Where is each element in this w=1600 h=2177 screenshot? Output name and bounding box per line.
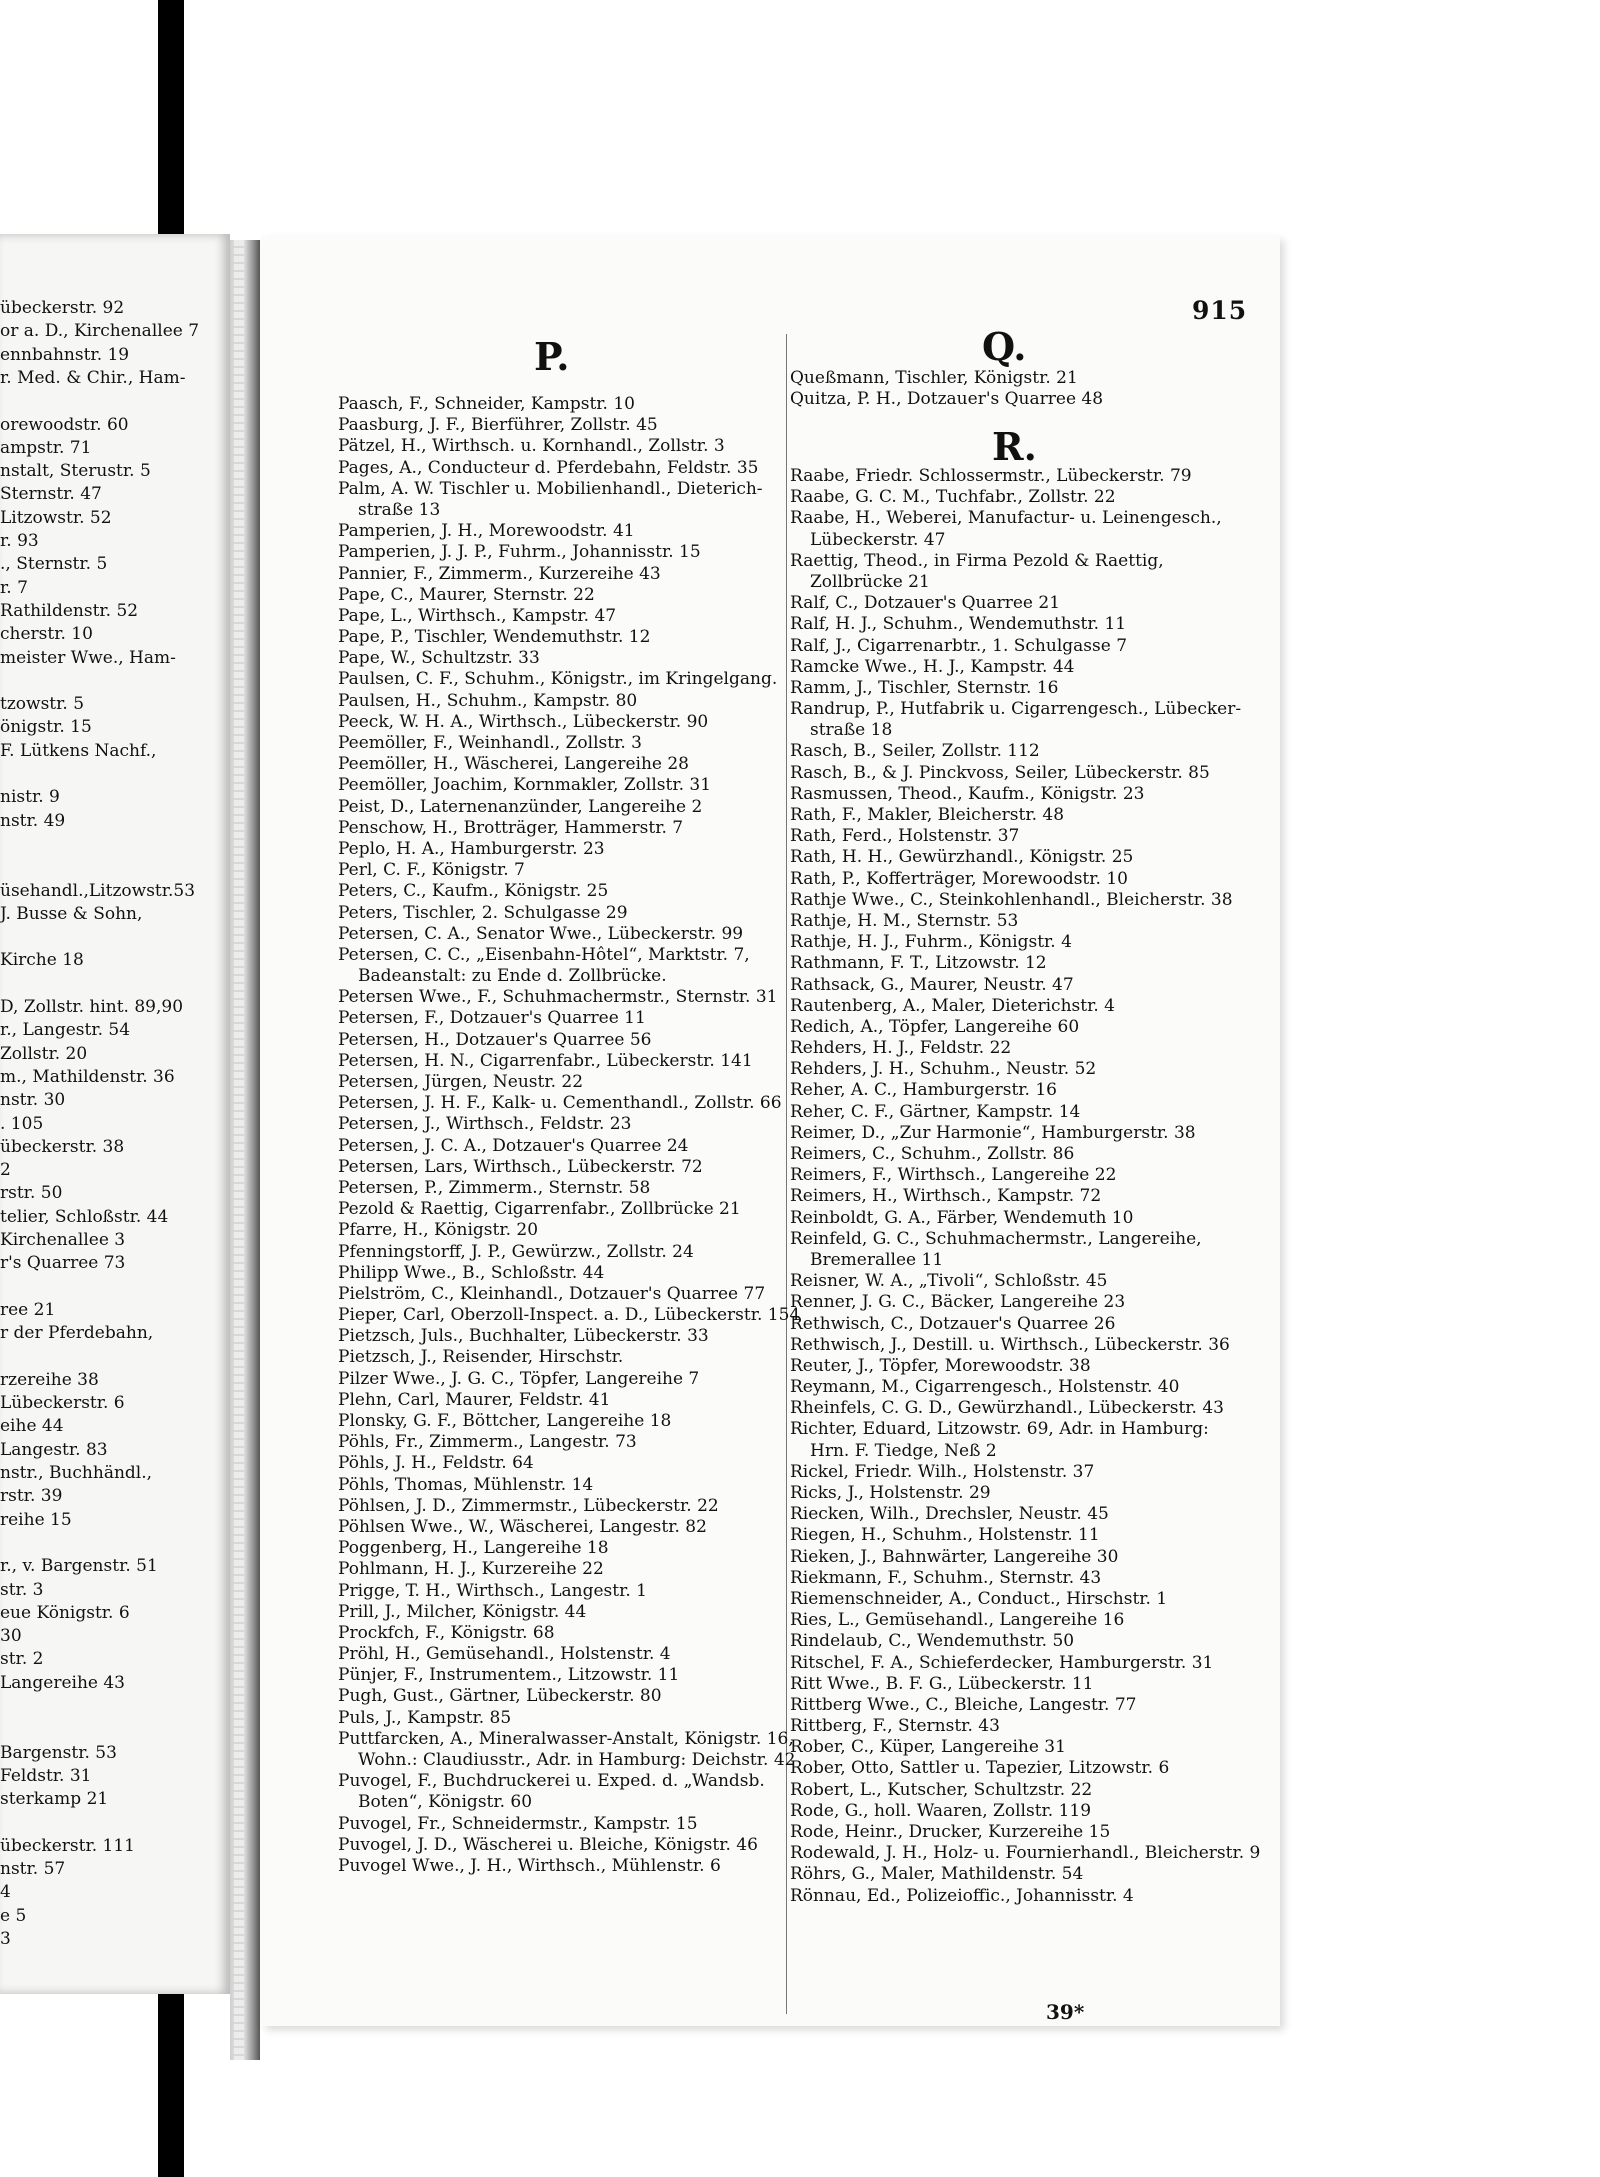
directory-entry: Rheinfels, C. G. D., Gewürzhandl., Lübeckerstr. 43 [790,1398,1224,1419]
directory-entry: Plonsky, G. F., Böttcher, Langereihe 18 [338,1411,672,1431]
directory-entry: Reymann, M., Cigarrengesch., Holstenstr. 40 [790,1377,1180,1398]
directory-entry-continuation: Hrn. F. Tiedge, Neß 2 [810,1440,997,1461]
left-page-line: nstalt, Sterustr. 5 [0,461,151,482]
directory-entry: Paulsen, H., Schuhm., Kampstr. 80 [338,690,638,711]
directory-entry: Rittberg, F., Sternstr. 43 [790,1716,1000,1737]
directory-entry: Rasch, B., & J. Pinckvoss, Seiler, Lübeckerstr. 85 [790,762,1210,783]
section-letter-q: Q. [982,324,1027,369]
directory-entry: Queßmann, Tischler, Königstr. 21 [790,368,1078,388]
directory-entry: Pamperien, J. H., Morewoodstr. 41 [338,521,635,542]
directory-entry: Pöhlsen Wwe., W., Wäscherei, Langestr. 82 [338,1516,707,1537]
directory-entry: Pugh, Gust., Gärtner, Lübeckerstr. 80 [338,1686,662,1707]
left-page-line: Zollstr. 20 [0,1043,88,1064]
left-page-line: or a. D., Kirchenallee 7 [0,321,200,342]
left-page-line: Lübeckerstr. 6 [0,1393,125,1414]
directory-entry: Plehn, Carl, Maurer, Feldstr. 41 [338,1389,611,1410]
directory-entry: Reisner, W. A., „Tivoli“, Schloßstr. 45 [790,1271,1108,1292]
directory-entry-continuation: straße 13 [358,499,441,520]
left-page-line: e 5 [0,1905,27,1926]
directory-entry: Ricks, J., Holstenstr. 29 [790,1483,991,1503]
left-page-line: Kirche 18 [0,950,84,971]
directory-entry: Rethwisch, J., Destill. u. Wirthsch., Lübeckerstr. 36 [790,1334,1230,1355]
directory-entry: Pamperien, J. J. P., Fuhrm., Johannisstr. 15 [338,542,701,563]
directory-entry: Pilzer Wwe., J. G. C., Töpfer, Langereihe 7 [338,1368,700,1389]
directory-entry: Pfenningstorff, J. P., Gewürzw., Zollstr. 24 [338,1241,694,1262]
left-page-line: meister Wwe., Ham- [0,647,176,668]
directory-entry: Pätzel, H., Wirthsch. u. Kornhandl., Zollstr. 3 [338,436,725,457]
directory-entry-continuation: Zollbrücke 21 [810,571,930,592]
directory-entry: Paasch, F., Schneider, Kampstr. 10 [338,394,635,414]
directory-entry: Pöhls, J. H., Feldstr. 64 [338,1453,534,1474]
left-page-line: r., v. Bargenstr. 51 [0,1556,158,1577]
directory-entry: Penschow, H., Brotträger, Hammerstr. 7 [338,817,684,838]
directory-entry: Rehders, J. H., Schuhm., Neustr. 52 [790,1059,1097,1080]
directory-entry: Rath, H. H., Gewürzhandl., Königstr. 25 [790,847,1134,868]
directory-entry: Pöhls, Fr., Zimmerm., Langestr. 73 [338,1432,637,1453]
left-page-fragment [0,234,230,1994]
left-page-line: F. Lütkens Nachf., [0,740,157,761]
left-page-line: rzereihe 38 [0,1369,99,1390]
directory-entry: Robert, L., Kutscher, Schultzstr. 22 [790,1779,1093,1800]
directory-entry: Rasmussen, Theod., Kaufm., Königstr. 23 [790,783,1145,804]
left-page-line: Langereihe 43 [0,1672,125,1693]
directory-entry: Rathsack, G., Maurer, Neustr. 47 [790,974,1074,995]
signature-mark: 39* [1046,2000,1085,2024]
directory-entry: Riecken, Wilh., Drechsler, Neustr. 45 [790,1504,1109,1525]
directory-entry: Pape, W., Schultzstr. 33 [338,648,540,669]
left-page-line: str. 2 [0,1649,44,1670]
column-q-entries [790,368,1103,410]
directory-entry: Paasburg, J. F., Bierführer, Zollstr. 45 [338,415,658,436]
directory-entry: Ralf, C., Dotzauer's Quarree 21 [790,593,1061,614]
directory-entry: Puvogel, F., Buchdruckerei u. Exped. d. „Wandsb. [338,1771,765,1792]
directory-entry: Rathje, H. M., Sternstr. 53 [790,910,1019,931]
section-letter-p: P. [534,334,570,379]
directory-entry: Reuter, J., Töpfer, Morewoodstr. 38 [790,1355,1091,1376]
directory-entry: Pape, C., Maurer, Sternstr. 22 [338,584,595,605]
directory-entry: Pielström, C., Kleinhandl., Dotzauer's Quarree 77 [338,1283,766,1304]
directory-entry: Raabe, G. C. M., Tuchfabr., Zollstr. 22 [790,487,1116,508]
section-letter-r: R. [992,424,1037,469]
directory-entry: Röhrs, G., Maler, Mathildenstr. 54 [790,1864,1084,1885]
directory-entry: Reimers, C., Schuhm., Zollstr. 86 [790,1144,1075,1164]
left-page-line: m., Mathildenstr. 36 [0,1066,175,1087]
directory-entry: Petersen, H., Dotzauer's Quarree 56 [338,1029,652,1050]
column-p-entries [338,394,800,1877]
left-page-line: 4 [0,1882,11,1903]
directory-entry: Pünjer, F., Instrumentem., Litzowstr. 11 [338,1665,680,1686]
directory-entry: Ries, L., Gemüsehandl., Langereihe 16 [790,1610,1125,1631]
directory-entry: Prill, J., Milcher, Königstr. 44 [338,1601,587,1622]
directory-entry: Renner, J. G. C., Bäcker, Langereihe 23 [790,1292,1126,1313]
directory-entry: Peeck, W. H. A., Wirthsch., Lübeckerstr. 90 [338,711,709,732]
left-page-line: Kirchenallee 3 [0,1230,126,1250]
directory-entry: Ralf, H. J., Schuhm., Wendemuthstr. 11 [790,614,1127,635]
directory-entry: Pape, L., Wirthsch., Kampstr. 47 [338,605,617,626]
directory-entry: Peemöller, Joachim, Kornmakler, Zollstr. 31 [338,775,712,796]
directory-entry: Reher, C. F., Gärtner, Kampstr. 14 [790,1101,1081,1122]
directory-entry: Rober, Otto, Sattler u. Tapezier, Litzowstr. 6 [790,1758,1170,1779]
directory-entry: Petersen, C. C., „Eisenbahn-Hôtel“, Marktstr. 7, [338,944,750,965]
directory-entry: Reinfeld, G. C., Schuhmachermstr., Langereihe, [790,1228,1202,1249]
directory-entry: Poggenberg, H., Langereihe 18 [338,1538,609,1559]
directory-entry: Pröhl, H., Gemüsehandl., Holstenstr. 4 [338,1644,671,1665]
left-page-line: nstr. 30 [0,1090,66,1111]
book-spine [230,240,260,2060]
directory-entry: Petersen, Lars, Wirthsch., Lübeckerstr. 72 [338,1156,703,1177]
directory-entry: Petersen, J. C. A., Dotzauer's Quarree 24 [338,1135,689,1156]
directory-entry: Ramcke Wwe., H. J., Kampstr. 44 [790,656,1075,677]
directory-entry: Pohlmann, H. J., Kurzereihe 22 [338,1559,604,1580]
directory-entry: Rautenberg, A., Maler, Dieterichstr. 4 [790,995,1115,1016]
left-page-line: übeckerstr. 111 [0,1835,135,1856]
directory-entry: Ramm, J., Tischler, Sternstr. 16 [790,677,1059,698]
directory-entry: Ralf, J., Cigarrenarbtr., 1. Schulgasse 7 [790,635,1128,656]
left-page-line: . 105 [0,1113,44,1134]
directory-entry-continuation: Bremerallee 11 [810,1249,944,1270]
left-page-line: r. 93 [0,531,39,551]
left-page-line: D, Zollstr. hint. 89,90 [0,997,184,1017]
directory-entry: Petersen, Jürgen, Neustr. 22 [338,1072,584,1092]
directory-entry: Petersen, F., Dotzauer's Quarree 11 [338,1008,646,1029]
left-page-line: reihe 15 [0,1509,72,1530]
left-page-line: cherstr. 10 [0,624,93,645]
directory-entry: Redich, A., Töpfer, Langereihe 60 [790,1016,1080,1037]
directory-entry: Peemöller, F., Weinhandl., Zollstr. 3 [338,733,642,753]
directory-entry: Puvogel, J. D., Wäscherei u. Bleiche, Königstr. 46 [338,1834,758,1855]
directory-entry: Petersen, P., Zimmerm., Sternstr. 58 [338,1177,651,1198]
directory-entry: Richter, Eduard, Litzowstr. 69, Adr. in Hamburg: [790,1419,1209,1440]
directory-entry-continuation: Lübeckerstr. 47 [810,529,946,550]
directory-entry-continuation: Wohn.: Claudiusstr., Adr. in Hamburg: Deichstr. 42 [358,1750,796,1770]
left-page-line: önigstr. 15 [0,717,92,738]
left-page-line: sterkamp 21 [0,1789,109,1810]
left-page-line: Langestr. 83 [0,1439,108,1460]
directory-entry: Rönnau, Ed., Polizeioffic., Johannisstr. 4 [790,1885,1134,1906]
left-page-line: ree 21 [0,1299,56,1320]
directory-entry: Rathje Wwe., C., Steinkohlenhandl., Bleicherstr. 38 [790,889,1233,910]
directory-entry: Riegen, H., Schuhm., Holstenstr. 11 [790,1525,1100,1546]
directory-entry: Petersen, H. N., Cigarrenfabr., Lübeckerstr. 141 [338,1050,753,1071]
left-page-line: 30 [0,1626,22,1647]
directory-entry: Rath, Ferd., Holstenstr. 37 [790,826,1020,847]
left-page-line: 2 [0,1160,11,1181]
directory-entry: Ritt Wwe., B. F. G., Lübeckerstr. 11 [790,1673,1094,1694]
directory-entry: Rethwisch, C., Dotzauer's Quarree 26 [790,1313,1116,1334]
left-page-line: Sternstr. 47 [0,484,102,505]
left-page-line: J. Busse & Sohn, [0,903,143,924]
directory-entry-continuation: Badeanstalt: zu Ende d. Zollbrücke. [358,966,667,987]
left-page-line: Bargenstr. 53 [0,1742,117,1763]
directory-entry: Pages, A., Conducteur d. Pferdebahn, Feldstr. 35 [338,457,759,478]
left-page-line: üsehandl.,Litzowstr.53 [0,880,196,901]
directory-entry: Reimers, H., Wirthsch., Kampstr. 72 [790,1186,1102,1207]
directory-entry: Pannier, F., Zimmerm., Kurzereihe 43 [338,563,661,584]
directory-entry: Pöhls, Thomas, Mühlenstr. 14 [338,1474,594,1495]
directory-entry: Peplo, H. A., Hamburgerstr. 23 [338,838,605,859]
left-page-line: nistr. 9 [0,787,60,808]
left-page-line: nstr. 49 [0,810,66,831]
directory-entry: Puvogel Wwe., J. H., Wirthsch., Mühlenstr. 6 [338,1855,721,1876]
directory-entry: Perl, C. F., Königstr. 7 [338,860,525,881]
directory-entry: Peist, D., Laternenanzünder, Langereihe 2 [338,796,703,817]
left-page-line: übeckerstr. 38 [0,1136,125,1157]
directory-entry: Prockfch, F., Königstr. 68 [338,1622,555,1643]
directory-entry: Riekmann, F., Schuhm., Sternstr. 43 [790,1567,1102,1588]
directory-entry: Reinboldt, G. A., Färber, Wendemuth 10 [790,1207,1134,1228]
directory-entry: Raettig, Theod., in Firma Pezold & Raettig, [790,550,1164,571]
directory-entry: Reimer, D., „Zur Harmonie“, Hamburgerstr. 38 [790,1122,1196,1143]
directory-entry: Petersen, J. H. F., Kalk- u. Cementhandl., Zollstr. 66 [338,1093,782,1114]
directory-entry: Randrup, P., Hutfabrik u. Cigarrengesch., Lübecker- [790,699,1242,720]
left-page-line: str. 3 [0,1579,44,1600]
directory-entry: Rieken, J., Bahnwärter, Langereihe 30 [790,1546,1119,1567]
directory-entry: Paulsen, C. F., Schuhm., Königstr., im Kringelgang. [338,669,778,690]
binding-tape [234,240,244,2060]
directory-entry: Rath, F., Makler, Bleicherstr. 48 [790,805,1065,825]
directory-entry: Riemenschneider, A., Conduct., Hirschstr. 1 [790,1588,1168,1609]
directory-entry: Raabe, H., Weberei, Manufactur- u. Leinengesch., [790,508,1222,529]
directory-entry-continuation: Boten“, Königstr. 60 [358,1792,533,1813]
directory-entry: Raabe, Friedr. Schlossermstr., Lübeckerstr. 79 [790,466,1192,486]
directory-entry: Rathje, H. J., Fuhrm., Königstr. 4 [790,932,1072,953]
directory-entry: Rode, Heinr., Drucker, Kurzereihe 15 [790,1822,1111,1842]
directory-entry: Rathmann, F. T., Litzowstr. 12 [790,953,1047,974]
left-page-line: ., Sternstr. 5 [0,554,108,575]
directory-entry: Rickel, Friedr. Wilh., Holstenstr. 37 [790,1461,1095,1482]
column-r-entries [790,466,1260,1907]
left-page-line: nstr., Buchhändl., [0,1463,153,1483]
directory-entry: Rasch, B., Seiler, Zollstr. 112 [790,741,1040,762]
left-page-line: rstr. 50 [0,1183,63,1204]
directory-entry: Prigge, T. H., Wirthsch., Langestr. 1 [338,1580,647,1601]
left-page-line: 3 [0,1929,11,1949]
directory-entry: Ritschel, F. A., Schieferdecker, Hamburgerstr. 31 [790,1652,1214,1673]
directory-entry: Peemöller, H., Wäscherei, Langereihe 28 [338,754,689,775]
directory-entry: Pietzsch, J., Reisender, Hirschstr. [338,1347,624,1368]
directory-entry: Reimers, F., Wirthsch., Langereihe 22 [790,1165,1117,1186]
directory-entry: Rath, P., Kofferträger, Morewoodstr. 10 [790,868,1128,889]
page-number: 915 [1192,296,1248,325]
left-page-line: eihe 44 [0,1416,64,1437]
directory-entry: Puls, J., Kampstr. 85 [338,1707,512,1728]
directory-entry: Rittberg Wwe., C., Bleiche, Langestr. 77 [790,1694,1137,1715]
left-page-line: telier, Schloßstr. 44 [0,1206,169,1227]
directory-entry: Rober, C., Küper, Langereihe 31 [790,1737,1066,1758]
directory-entry: Peters, Tischler, 2. Schulgasse 29 [338,902,628,923]
left-page-line: nstr. 57 [0,1859,66,1880]
directory-entry: Reher, A. C., Hamburgerstr. 16 [790,1080,1057,1101]
directory-entry: Quitza, P. H., Dotzauer's Quarree 48 [790,389,1104,410]
left-page-line: eue Königstr. 6 [0,1602,130,1623]
directory-entry-continuation: straße 18 [810,720,893,741]
directory-entry: Petersen Wwe., F., Schuhmachermstr., Sternstr. 31 [338,987,778,1008]
directory-entry: Pezold & Raettig, Cigarrenfabr., Zollbrücke 21 [338,1199,741,1220]
directory-entry: Pape, P., Tischler, Wendemuthstr. 12 [338,627,651,648]
left-page-line: r der Pferdebahn, [0,1323,154,1344]
directory-entry: Pieper, Carl, Oberzoll-Inspect. a. D., Lübeckerstr. 154 [338,1305,801,1326]
left-page-line: tzowstr. 5 [0,694,85,715]
directory-entry: Pöhlsen, J. D., Zimmermstr., Lübeckerstr. 22 [338,1495,719,1516]
directory-entry: Rodewald, J. H., Holz- u. Fournierhandl., Bleicherstr. 9 [790,1843,1261,1864]
left-page-line: ennbahnstr. 19 [0,344,130,365]
left-page-line: orewoodstr. 60 [0,414,129,435]
directory-entry: Petersen, J., Wirthsch., Feldstr. 23 [338,1114,632,1135]
left-page-line: rstr. 39 [0,1486,63,1507]
directory-entry: Puvogel, Fr., Schneidermstr., Kampstr. 15 [338,1813,698,1834]
left-page-line: r. 7 [0,577,28,598]
directory-entry: Rindelaub, C., Wendemuthstr. 50 [790,1631,1075,1652]
directory-entry: Pietzsch, Juls., Buchhalter, Lübeckerstr. 33 [338,1326,709,1347]
directory-entry: Pfarre, H., Königstr. 20 [338,1220,539,1241]
directory-entry: Rode, G., holl. Waaren, Zollstr. 119 [790,1800,1092,1821]
directory-entry: Peters, C., Kaufm., Königstr. 25 [338,881,609,902]
left-page-line: r., Langestr. 54 [0,1020,131,1041]
left-page-line: Litzowstr. 52 [0,507,112,528]
directory-entry: Petersen, C. A., Senator Wwe., Lübeckerstr. 99 [338,923,744,944]
directory-entry: Puttfarcken, A., Mineralwasser-Anstalt, Königstr. 16, [338,1728,794,1749]
left-page-line: r. Med. & Chir., Ham- [0,367,186,388]
left-page-line: ampstr. 71 [0,437,92,458]
left-page-line: r's Quarree 73 [0,1253,126,1274]
left-page-line: Feldstr. 31 [0,1765,92,1786]
directory-entry: Rehders, H. J., Feldstr. 22 [790,1038,1012,1059]
left-page-line: übeckerstr. 92 [0,298,125,318]
left-page-line: Rathildenstr. 52 [0,600,139,621]
directory-entry: Palm, A. W. Tischler u. Mobilienhandl., Dieterich- [338,478,763,499]
directory-entry: Philipp Wwe., B., Schloßstr. 44 [338,1262,605,1283]
